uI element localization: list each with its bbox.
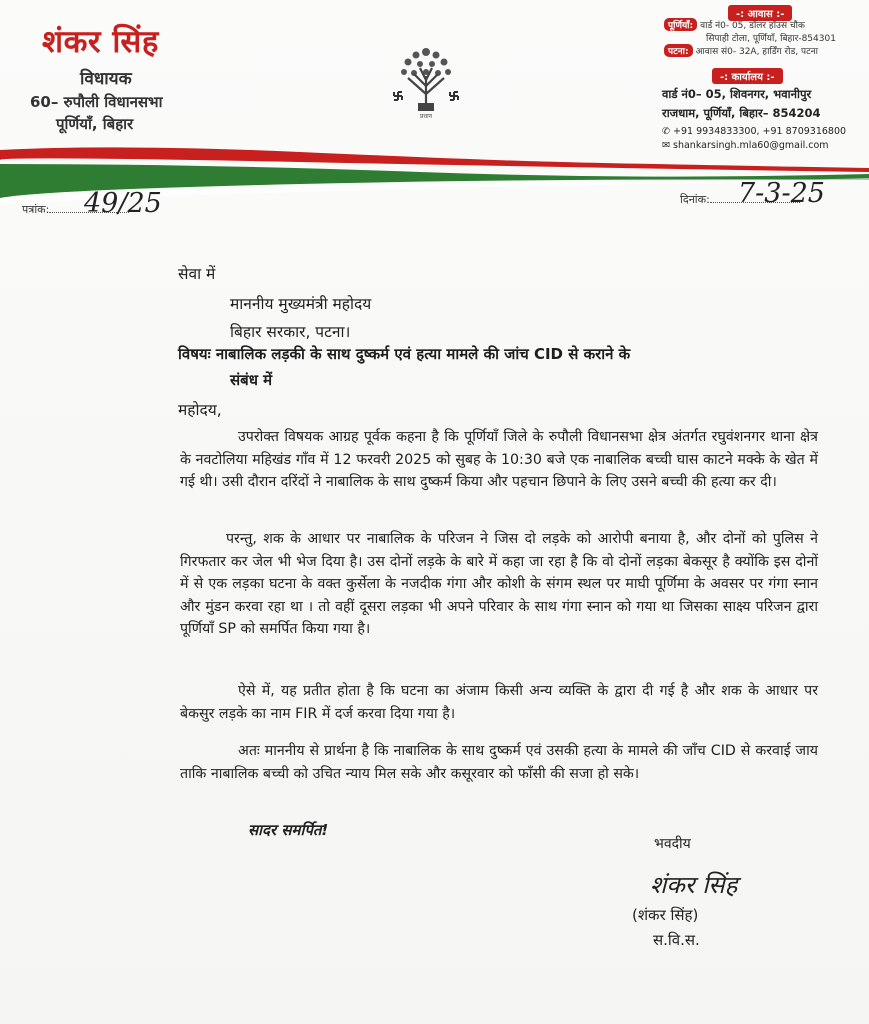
recipient-line1: माननीय मुख्यमंत्री महोदय [230, 295, 372, 313]
letterhead-name: शंकर सिंह [42, 24, 159, 60]
signatory-name: (शंकर सिंह) [632, 906, 699, 924]
subject-line2: संबंध में [230, 371, 273, 389]
date-value: 7-3-25 [738, 178, 825, 209]
residence-patna-label: पटना: [664, 44, 693, 57]
residence-purnia-line2: सिपाही टोला, पूर्णियाँ, बिहार-854301 [706, 34, 836, 44]
paragraph-1: उपरोक्त विषयक आग्रह पूर्वक कहना है कि पूर्णियाँ जिले के रुपौली विधानसभा क्षेत्र अंतर्गत रघुवंशनगर थाना क्षेत्र के नवटोलिया महिखंड गाँव में 12 फरवरी 2025 को सुबह के 10:30 बजे एक नाबालिक बच्ची घास काटने मक्के के खेत में गई थी। उसी दौरान दरिंदों ने नाबालिक के साथ दुष्कर्म किया और पहचान छिपाने के लिए उसने बच्ची की हत्या कर दी। [180, 429, 818, 491]
email-line: ✉ shankarsingh.mla60@gmail.com [662, 140, 829, 151]
signatory-title: स.वि.स. [653, 931, 700, 949]
party-logo-icon [384, 42, 468, 122]
letterhead-district: पूर्णियाँ, बिहार [56, 115, 134, 133]
recipient-line2: बिहार सरकार, पटना। [230, 323, 351, 341]
paragraph-4: अतः माननीय से प्रार्थना है कि नाबालिक के साथ दुष्कर्म एवं उसकी हत्या के मामले की जाँच CID से करवाई जाय ताकि नाबालिक बच्ची को उचित न्याय मिल सके और कसूरवार को फाँसी की सजा हो सके। [180, 743, 818, 782]
office-heading: -: कार्यालय :- [712, 68, 783, 84]
office-line2: राजधाम, पूर्णियाँ, बिहार– 854204 [662, 106, 821, 120]
residence-heading: -: आवास :- [728, 5, 792, 21]
reference-field: पत्रांक: [22, 202, 129, 217]
date-field: दिनांक: [680, 192, 800, 207]
logo-caption: प्रधान [420, 113, 432, 120]
submission-line: सादर समर्पित! [248, 821, 329, 839]
email-icon: ✉ [662, 140, 670, 151]
letterhead-designation: विधायक [80, 69, 132, 89]
signature: शंकर सिंह [650, 871, 738, 899]
residence-purnia-label: पूर्णियाँ: [664, 18, 697, 31]
subject-line1: विषयः नाबालिक लड़की के साथ दुष्कर्म एवं हत्या मामले की जांच CID से कराने के [178, 345, 631, 363]
letterhead-constituency: 60– रुपौली विधानसभा [30, 93, 163, 111]
phone-icon: ✆ [662, 126, 670, 137]
paragraph-3: ऐसे में, यह प्रतीत होता है कि घटना का अंजाम किसी अन्य व्यक्ति के द्वारा दी गई है और शक के आधार पर बेकसुर लड़के का नाम FIR में दर्ज करवा दिया गया है। [180, 683, 818, 722]
residence-patna: पटना: आवास सं0- 32A, हार्डिंग रोड, पटना [664, 44, 818, 57]
paragraph-2: परन्तु, शक के आधार पर नाबालिक के परिजन ने जिस दो लड़के को आरोपी बनाया है, और दोनों को पुलिस ने गिरफतार कर जेल भी भेज दिया है। उस दोनों लड़के के बारे में कहा जा रहा है कि वो दोनों लड़का बेकसूर है क्योंकि इस दोनों में से एक लड़का घटना के वक्त कुर्सेला के नजदीक गंगा और कोशी के संगम स्थल पर माघी पूर्णिमा के अवसर पर गंगा स्नान और मुंडन करवा रहा था । तो वहीं दूसरा लड़का भी अपने परिवार के साथ गंगा स्नान को गया था जिसका साक्ष्य परिजन द्वारा पूर्णियाँ SP को समर्पित किया गया है। [180, 531, 818, 638]
reference-number: 49/25 [84, 188, 162, 219]
salutation-to: सेवा में [178, 265, 216, 283]
office-line1: वार्ड नं0– 05, शिवनगर, भवानीपुर [662, 87, 812, 101]
greeting: महोदय, [178, 401, 222, 419]
residence-purnia-line1: पूर्णियाँ: वार्ड नं0- 05, डॉलर हॉउस चौक [664, 18, 805, 31]
phone-line: ✆ +91 9934833300, +91 8709316800 [662, 126, 847, 137]
closing-word: भवदीय [654, 836, 691, 852]
